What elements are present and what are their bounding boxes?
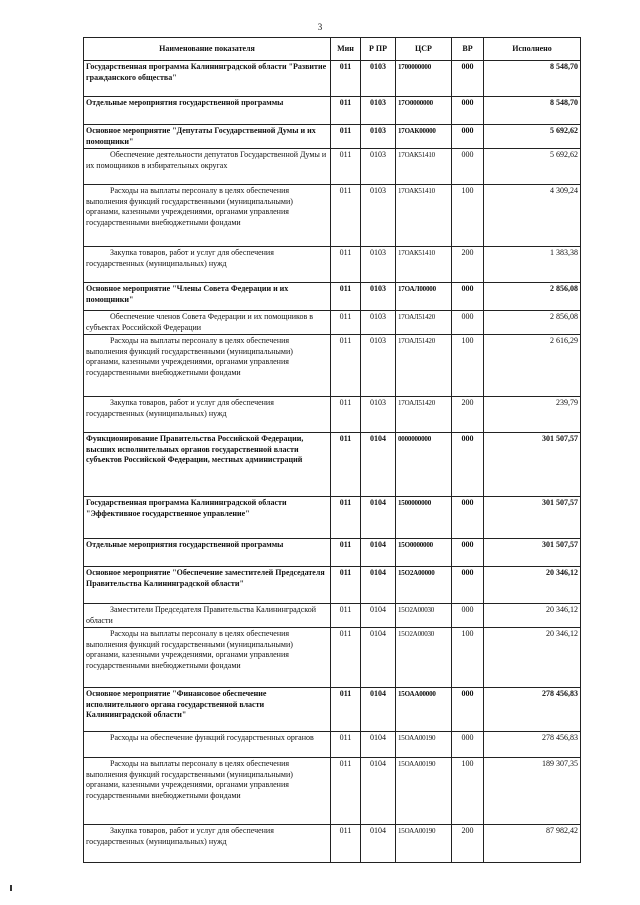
row-target-article-code: 15ОАА00190 — [396, 758, 452, 825]
row-expense-type-code: 200 — [452, 825, 484, 863]
row-target-article-code: 15О2А00030 — [396, 628, 452, 688]
row-target-article-code: 17О0000000 — [396, 97, 452, 125]
row-expense-type-code: 100 — [452, 758, 484, 825]
table-row — [84, 688, 581, 732]
row-indicator-name: Отдельные мероприятия государственной программы — [84, 97, 331, 125]
row-executed-amount: 8 548,70 — [484, 61, 581, 97]
row-executed-amount: 20 346,12 — [484, 567, 581, 604]
row-expense-type-code: 000 — [452, 149, 484, 185]
row-indicator-name: Государственная программа Калининградской области "Эффективное государственное управление" — [84, 497, 331, 539]
table-row — [84, 247, 581, 283]
row-executed-amount: 87 982,42 — [484, 825, 581, 863]
row-ministry-code: 011 — [331, 758, 361, 825]
row-executed-amount: 301 507,57 — [484, 433, 581, 497]
row-target-article-code: 0000000000 — [396, 433, 452, 497]
row-indicator-name: Расходы на выплаты персоналу в целях обеспечения выполнения функций государственными (муниципальными) органами, казенными учреждениями, органами управления государственными внебюджетными фондами — [84, 335, 331, 397]
row-target-article-code: 17ОАК51410 — [396, 185, 452, 247]
row-section-code: 0103 — [361, 125, 396, 149]
row-target-article-code: 17ОАЛ51420 — [396, 397, 452, 433]
header-indicator-name: Наименование показателя — [84, 38, 331, 61]
row-executed-amount: 301 507,57 — [484, 497, 581, 539]
row-ministry-code: 011 — [331, 311, 361, 335]
row-target-article-code: 1700000000 — [396, 61, 452, 97]
row-section-code: 0104 — [361, 688, 396, 732]
row-ministry-code: 011 — [331, 335, 361, 397]
table-row — [84, 311, 581, 335]
header-section: Р ПР — [361, 38, 396, 61]
row-executed-amount: 20 346,12 — [484, 604, 581, 628]
row-expense-type-code: 100 — [452, 628, 484, 688]
row-indicator-name: Расходы на выплаты персоналу в целях обеспечения выполнения функций государственными (муниципальными) органами, казенными учреждениями, органами управления государственными внебюджетными фондами — [84, 185, 331, 247]
row-ministry-code: 011 — [331, 688, 361, 732]
row-ministry-code: 011 — [331, 149, 361, 185]
table-row — [84, 97, 581, 125]
row-ministry-code: 011 — [331, 825, 361, 863]
table-row — [84, 149, 581, 185]
table-row — [84, 397, 581, 433]
row-section-code: 0104 — [361, 497, 396, 539]
table-row — [84, 732, 581, 758]
row-section-code: 0104 — [361, 433, 396, 497]
row-section-code: 0103 — [361, 397, 396, 433]
row-indicator-name: Обеспечение деятельности депутатов Государственной Думы и их помощников в избирательных округах — [84, 149, 331, 185]
header-target-article: ЦСР — [396, 38, 452, 61]
row-section-code: 0104 — [361, 628, 396, 688]
row-indicator-name: Основное мероприятие "Члены Совета Федерации и их помощники" — [84, 283, 331, 311]
table-row — [84, 497, 581, 539]
row-executed-amount: 278 456,83 — [484, 688, 581, 732]
row-section-code: 0103 — [361, 185, 396, 247]
table-row — [84, 335, 581, 397]
row-target-article-code: 17ОАЛ51420 — [396, 335, 452, 397]
table-row — [84, 567, 581, 604]
row-executed-amount: 4 309,24 — [484, 185, 581, 247]
header-ministry: Мин — [331, 38, 361, 61]
row-section-code: 0104 — [361, 539, 396, 567]
row-expense-type-code: 000 — [452, 125, 484, 149]
row-section-code: 0103 — [361, 97, 396, 125]
row-indicator-name: Закупка товаров, работ и услуг для обеспечения государственных (муниципальных) нужд — [84, 397, 331, 433]
page-number: 3 — [317, 22, 323, 32]
row-expense-type-code: 000 — [452, 433, 484, 497]
row-expense-type-code: 000 — [452, 61, 484, 97]
row-target-article-code: 15ОАА00190 — [396, 732, 452, 758]
row-executed-amount: 301 507,57 — [484, 539, 581, 567]
row-indicator-name: Государственная программа Калининградской области "Развитие гражданского общества" — [84, 61, 331, 97]
row-section-code: 0103 — [361, 283, 396, 311]
table-row — [84, 539, 581, 567]
row-executed-amount: 20 346,12 — [484, 628, 581, 688]
row-executed-amount: 2 616,29 — [484, 335, 581, 397]
table-row — [84, 433, 581, 497]
row-ministry-code: 011 — [331, 732, 361, 758]
row-target-article-code: 15О0000000 — [396, 539, 452, 567]
row-section-code: 0104 — [361, 732, 396, 758]
table-row — [84, 61, 581, 97]
row-executed-amount: 1 383,38 — [484, 247, 581, 283]
row-section-code: 0103 — [361, 335, 396, 397]
row-target-article-code: 17ОАК00000 — [396, 125, 452, 149]
row-executed-amount: 239,79 — [484, 397, 581, 433]
row-expense-type-code: 000 — [452, 497, 484, 539]
row-expense-type-code: 000 — [452, 539, 484, 567]
row-expense-type-code: 000 — [452, 604, 484, 628]
row-expense-type-code: 000 — [452, 283, 484, 311]
row-target-article-code: 15ОАА00190 — [396, 825, 452, 863]
table-row — [84, 283, 581, 311]
row-ministry-code: 011 — [331, 433, 361, 497]
row-expense-type-code: 000 — [452, 732, 484, 758]
row-indicator-name: Основное мероприятие "Финансовое обеспечение исполнительного органа государственной власти Калининградской области" — [84, 688, 331, 732]
row-ministry-code: 011 — [331, 247, 361, 283]
row-section-code: 0104 — [361, 758, 396, 825]
row-expense-type-code: 000 — [452, 97, 484, 125]
row-executed-amount: 8 548,70 — [484, 97, 581, 125]
header-expense-type: ВР — [452, 38, 484, 61]
row-ministry-code: 011 — [331, 61, 361, 97]
header-executed: Исполнено — [484, 38, 581, 61]
row-executed-amount: 189 307,35 — [484, 758, 581, 825]
row-expense-type-code: 000 — [452, 311, 484, 335]
row-indicator-name: Отдельные мероприятия государственной программы — [84, 539, 331, 567]
table-row — [84, 604, 581, 628]
row-target-article-code: 15О2А00030 — [396, 604, 452, 628]
table-header-row — [84, 38, 581, 61]
row-target-article-code: 15О2А00000 — [396, 567, 452, 604]
row-ministry-code: 011 — [331, 497, 361, 539]
row-section-code: 0104 — [361, 825, 396, 863]
row-ministry-code: 011 — [331, 283, 361, 311]
row-indicator-name: Функционирование Правительства Российской Федерации, высших исполнительных органов государственной власти субъектов Российской Федерации, местных администраций — [84, 433, 331, 497]
row-expense-type-code: 200 — [452, 247, 484, 283]
row-executed-amount: 5 692,62 — [484, 125, 581, 149]
row-section-code: 0104 — [361, 567, 396, 604]
row-expense-type-code: 100 — [452, 335, 484, 397]
row-ministry-code: 011 — [331, 628, 361, 688]
row-executed-amount: 2 856,08 — [484, 283, 581, 311]
row-indicator-name: Основное мероприятие "Депутаты Государственной Думы и их помощники" — [84, 125, 331, 149]
row-section-code: 0103 — [361, 61, 396, 97]
table-body — [84, 61, 581, 863]
margin-mark — [10, 885, 12, 891]
row-expense-type-code: 200 — [452, 397, 484, 433]
budget-execution-table — [83, 37, 581, 863]
table-row — [84, 628, 581, 688]
row-indicator-name: Расходы на обеспечение функций государственных органов — [84, 732, 331, 758]
row-executed-amount: 2 856,08 — [484, 311, 581, 335]
row-ministry-code: 011 — [331, 97, 361, 125]
table-row — [84, 825, 581, 863]
row-section-code: 0104 — [361, 604, 396, 628]
row-expense-type-code: 000 — [452, 567, 484, 604]
row-ministry-code: 011 — [331, 567, 361, 604]
row-executed-amount: 5 692,62 — [484, 149, 581, 185]
row-ministry-code: 011 — [331, 397, 361, 433]
row-indicator-name: Закупка товаров, работ и услуг для обеспечения государственных (муниципальных) нужд — [84, 825, 331, 863]
row-expense-type-code: 000 — [452, 688, 484, 732]
row-target-article-code: 1500000000 — [396, 497, 452, 539]
row-indicator-name: Закупка товаров, работ и услуг для обеспечения государственных (муниципальных) нужд — [84, 247, 331, 283]
row-indicator-name: Основное мероприятие "Обеспечение заместителей Председателя Правительства Калининградской области" — [84, 567, 331, 604]
table-row — [84, 185, 581, 247]
row-section-code: 0103 — [361, 311, 396, 335]
row-indicator-name: Расходы на выплаты персоналу в целях обеспечения выполнения функций государственными (муниципальными) органами, казенными учреждениями, органами управления государственными внебюджетными фондами — [84, 758, 331, 825]
row-ministry-code: 011 — [331, 185, 361, 247]
row-target-article-code: 17ОАК51410 — [396, 149, 452, 185]
row-target-article-code: 17ОАЛ51420 — [396, 311, 452, 335]
row-executed-amount: 278 456,83 — [484, 732, 581, 758]
row-indicator-name: Обеспечение членов Совета Федерации и их помощников в субъектах Российской Федерации — [84, 311, 331, 335]
row-indicator-name: Расходы на выплаты персоналу в целях обеспечения выполнения функций государственными (муниципальными) органами, казенными учреждениями, органами управления государственными внебюджетными фондами — [84, 628, 331, 688]
row-target-article-code: 15ОАА00000 — [396, 688, 452, 732]
row-expense-type-code: 100 — [452, 185, 484, 247]
table-row — [84, 125, 581, 149]
row-target-article-code: 17ОАК51410 — [396, 247, 452, 283]
row-ministry-code: 011 — [331, 604, 361, 628]
row-ministry-code: 011 — [331, 125, 361, 149]
row-ministry-code: 011 — [331, 539, 361, 567]
row-target-article-code: 17ОАЛ00000 — [396, 283, 452, 311]
row-section-code: 0103 — [361, 247, 396, 283]
row-indicator-name: Заместители Председателя Правительства Калининградской области — [84, 604, 331, 628]
row-section-code: 0103 — [361, 149, 396, 185]
table-row — [84, 758, 581, 825]
